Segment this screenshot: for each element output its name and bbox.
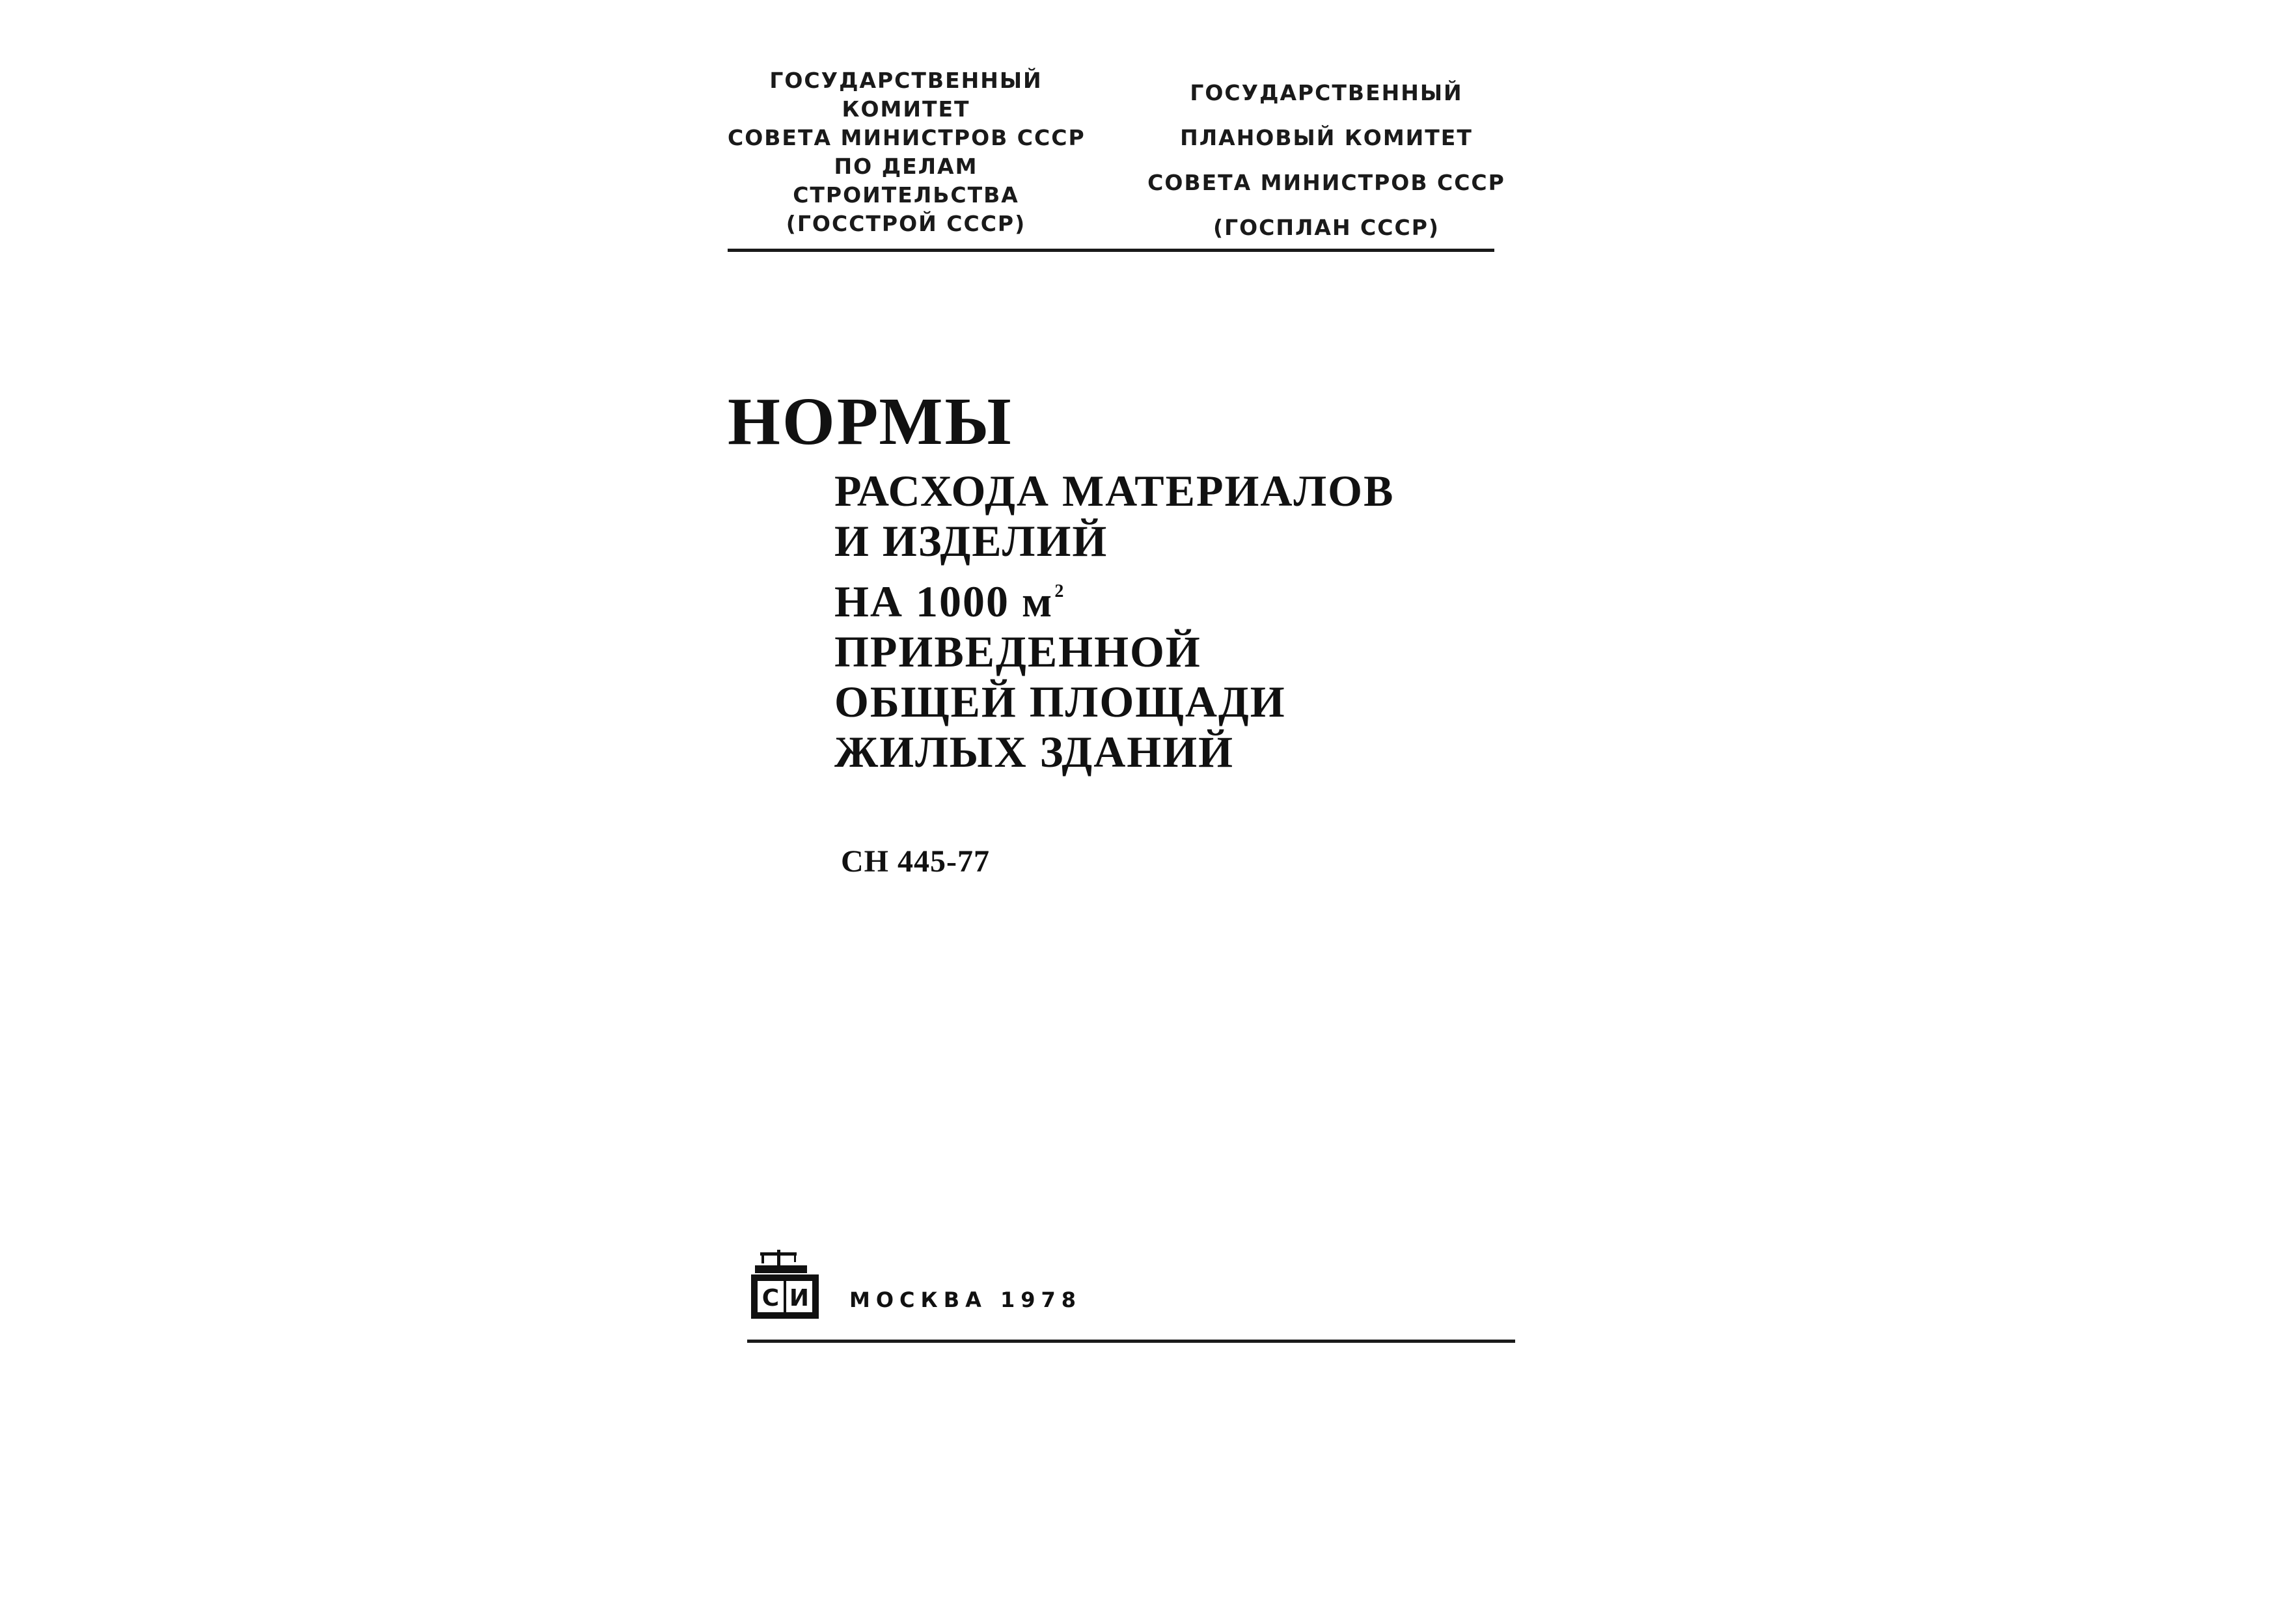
publisher-line: (ГОССТРОЙ СССР) xyxy=(786,211,1026,236)
subtitle-line: И ИЗДЕЛИЙ xyxy=(834,516,1108,566)
subtitle-area-text: НА 1000 м xyxy=(834,577,1054,626)
publisher-line: ПЛАНОВЫЙ КОМИТЕТ xyxy=(1180,125,1473,150)
publisher-line: (ГОСПЛАН СССР) xyxy=(1213,215,1440,240)
document-subtitle xyxy=(834,466,1394,777)
publisher-gosplan xyxy=(1138,70,1515,250)
area-exponent: 2 xyxy=(1054,581,1065,601)
publisher-line: ГОСУДАРСТВЕННЫЙ xyxy=(769,68,1043,93)
publisher-line: СОВЕТА МИНИСТРОВ СССР xyxy=(728,125,1086,150)
subtitle-line: ПРИВЕДЕННОЙ xyxy=(834,627,1201,676)
stroyizdat-logo-icon xyxy=(748,1248,821,1321)
publisher-line: ГОСУДАРСТВЕННЫЙ xyxy=(1190,80,1463,105)
publisher-line: СОВЕТА МИНИСТРОВ СССР xyxy=(1147,170,1505,195)
header-divider xyxy=(728,249,1494,252)
subtitle-line: ЖИЛЫХ ЗДАНИЙ xyxy=(834,727,1234,777)
logo-letter-s: С xyxy=(761,1285,780,1312)
publisher-line: ПО ДЕЛАМ xyxy=(834,154,978,179)
subtitle-line-area xyxy=(834,566,1394,627)
document-code: СН 445-77 xyxy=(841,844,990,879)
publisher-line: СТРОИТЕЛЬСТВА xyxy=(793,182,1019,208)
subtitle-line: ОБЩЕЙ ПЛОЩАДИ xyxy=(834,677,1286,726)
subtitle-line: РАСХОДА МАТЕРИАЛОВ xyxy=(834,466,1395,516)
document-title: НОРМЫ xyxy=(728,384,1013,459)
footer-divider xyxy=(747,1340,1515,1343)
imprint-city-year: МОСКВА 1978 xyxy=(849,1287,1082,1312)
publisher-line: КОМИТЕТ xyxy=(842,96,970,122)
publisher-gosstroy xyxy=(728,66,1084,238)
logo-letter-i: И xyxy=(789,1285,810,1312)
